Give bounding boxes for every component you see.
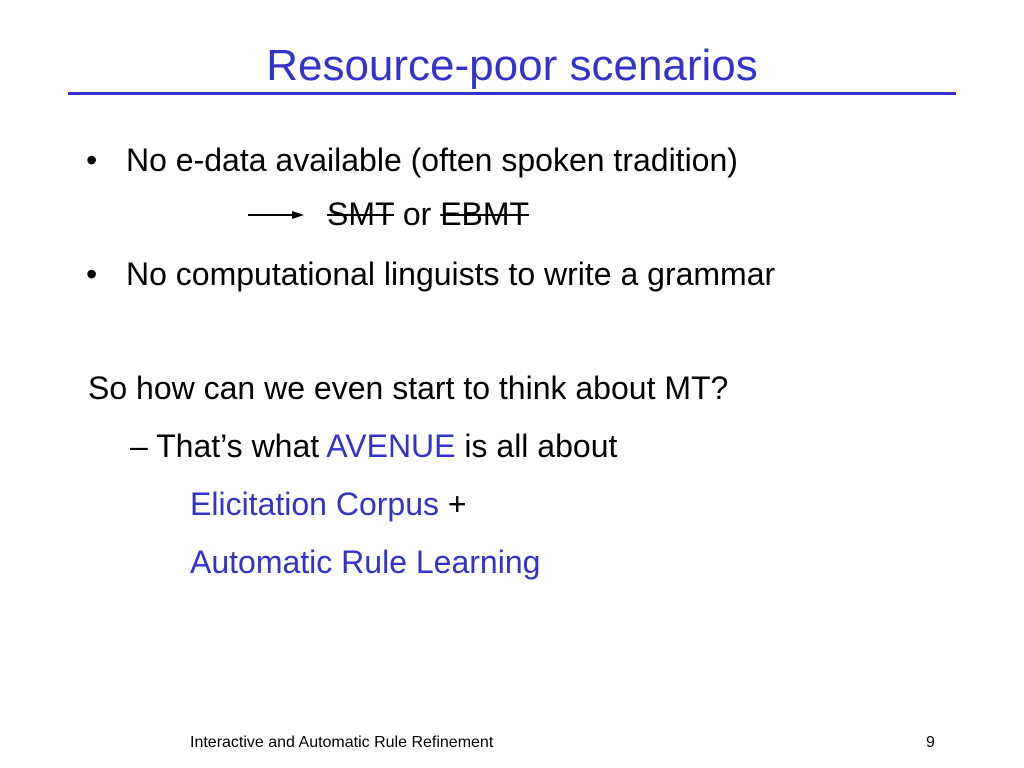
ebmt-label: EBMT — [440, 196, 530, 232]
right-arrow-icon — [248, 209, 304, 221]
answer-suffix: is all about — [464, 428, 618, 464]
question-text: So how can we even start to think about MT? — [88, 370, 729, 406]
component-line-1 — [190, 484, 467, 524]
answer-dash: – — [130, 428, 148, 464]
bullet-marker: • — [86, 142, 98, 178]
bullet-text-no-edata: No e-data available (often spoken tradition) — [126, 142, 738, 178]
bullet-marker: • — [86, 256, 98, 292]
automatic-rule-learning-label: Automatic Rule Learning — [190, 544, 541, 580]
slide-title: Resource-poor scenarios — [266, 41, 758, 90]
or-connector: or — [402, 196, 432, 232]
page-number: 9 — [926, 734, 935, 751]
avenue-highlight: AVENUE — [326, 428, 456, 464]
answer-line — [130, 426, 617, 466]
title-underline — [68, 92, 956, 95]
elicitation-corpus-label: Elicitation Corpus — [190, 486, 439, 522]
plus-sign: + — [447, 486, 467, 522]
bullet-text-no-linguists: No computational linguists to write a grammar — [126, 256, 776, 292]
footer-title: Interactive and Automatic Rule Refinement — [190, 734, 494, 751]
mt-approaches-line — [327, 194, 529, 234]
component-line-2 — [190, 542, 540, 582]
smt-label: SMT — [327, 196, 394, 232]
answer-prefix: That’s what — [156, 428, 320, 464]
